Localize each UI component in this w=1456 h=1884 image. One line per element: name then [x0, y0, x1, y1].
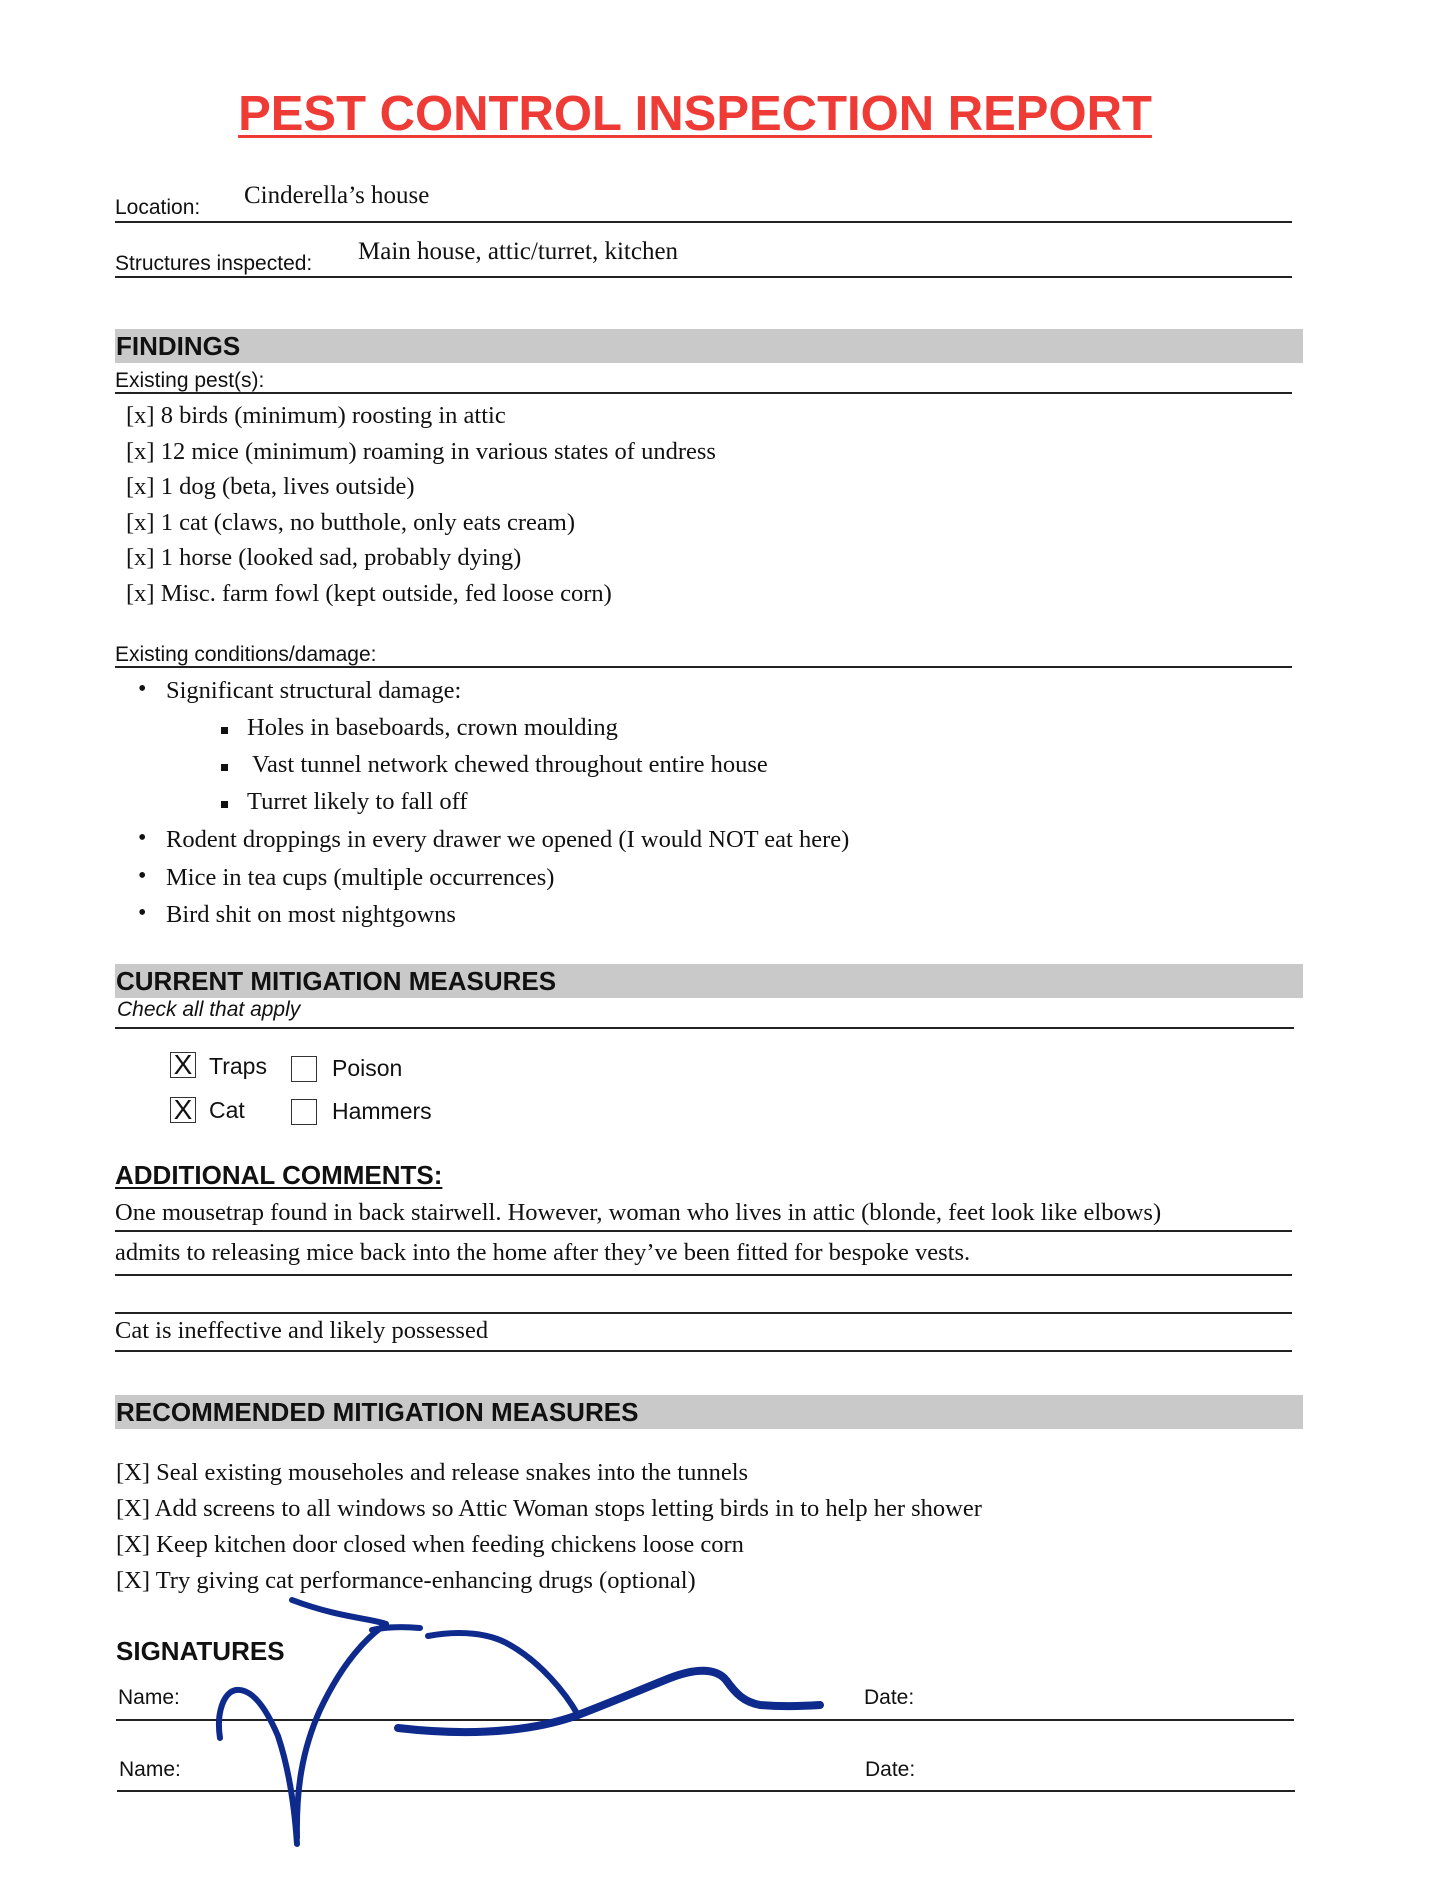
mitigation-rule	[115, 1027, 1294, 1029]
pest-item: [x] 1 cat (claws, no butthole, only eats cream)	[126, 509, 576, 536]
signature-strokes	[219, 1600, 820, 1844]
condition-subitem: Holes in baseboards, crown moulding	[247, 714, 618, 741]
signature-rule[interactable]	[117, 1790, 1295, 1792]
pest-item: [x] Misc. farm fowl (kept outside, fed loose corn)	[126, 580, 612, 607]
traps-label: Traps	[209, 1053, 267, 1079]
signature-stroke	[292, 1600, 386, 1624]
recommendation-item: [X] Seal existing mouseholes and release snakes into the tunnels	[116, 1459, 749, 1486]
signature-stroke	[428, 1633, 578, 1715]
poison-label: Poison	[332, 1055, 403, 1081]
conditions-rule	[115, 666, 1292, 668]
condition-item: Rodent droppings in every drawer we opened (I would NOT eat here)	[166, 826, 850, 853]
condition-item: Mice in tea cups (multiple occurrences)	[166, 864, 555, 891]
condition-item: Bird shit on most nightgowns	[166, 901, 456, 928]
square-bullet-icon	[221, 801, 228, 808]
traps-checkbox[interactable]: X	[170, 1052, 196, 1078]
hammers-label: Hammers	[332, 1098, 432, 1124]
hammers-checkbox[interactable]	[291, 1099, 317, 1125]
recommended-heading: RECOMMENDED MITIGATION MEASURES	[116, 1397, 639, 1427]
mitigation-instruction: Check all that apply	[117, 998, 301, 1021]
poison-checkbox[interactable]	[291, 1056, 317, 1082]
signature-stroke	[219, 1690, 297, 1844]
pest-item: [x] 12 mice (minimum) roaming in various states of undress	[126, 438, 716, 465]
recommendation-item: [X] Try giving cat performance-enhancing drugs (optional)	[116, 1567, 696, 1594]
location-value[interactable]: Cinderella’s house	[244, 182, 430, 209]
conditions-label: Existing conditions/damage:	[115, 643, 377, 666]
pest-item: [x] 8 birds (minimum) roosting in attic	[126, 402, 506, 429]
signature-name-label: Name:	[119, 1758, 181, 1781]
comments-heading: ADDITIONAL COMMENTS:	[115, 1160, 443, 1190]
findings-heading-band	[115, 329, 1303, 363]
comment-rule	[115, 1230, 1292, 1232]
location-rule	[115, 221, 1292, 223]
mitigation-heading: CURRENT MITIGATION MEASURES	[116, 966, 557, 996]
condition-subitem: Turret likely to fall off	[247, 788, 468, 815]
signature-stroke	[578, 1671, 820, 1715]
condition-item: Significant structural damage:	[166, 677, 462, 704]
bullet-dot-icon: •	[138, 825, 147, 851]
comment-rule	[115, 1312, 1292, 1314]
signature-date-label: Date:	[865, 1758, 916, 1781]
comment-rule	[115, 1274, 1292, 1276]
recommendation-item: [X] Add screens to all windows so Attic Woman stops letting birds in to help her shower	[116, 1495, 982, 1522]
comment-rule	[115, 1350, 1292, 1352]
cat-checkbox[interactable]: X	[170, 1097, 196, 1123]
findings-heading: FINDINGS	[116, 331, 241, 361]
cat-label: Cat	[209, 1097, 245, 1123]
condition-subitem: Vast tunnel network chewed throughout entire house	[252, 751, 768, 778]
bullet-dot-icon: •	[138, 863, 147, 889]
signature-date-label: Date:	[864, 1686, 915, 1709]
pests-rule	[115, 392, 1292, 394]
bullet-dot-icon: •	[138, 900, 147, 926]
signature-name-label: Name:	[118, 1686, 180, 1709]
comment-line[interactable]: Cat is ineffective and likely possessed	[115, 1317, 489, 1344]
pest-item: [x] 1 dog (beta, lives outside)	[126, 473, 415, 500]
signature-stroke	[297, 1624, 386, 1838]
square-bullet-icon	[221, 727, 228, 734]
report-title: PEST CONTROL INSPECTION REPORT	[238, 87, 1152, 141]
signatures-heading: SIGNATURES	[116, 1636, 285, 1666]
bullet-dot-icon: •	[138, 676, 147, 702]
comment-line[interactable]: One mousetrap found in back stairwell. However, woman who lives in attic (blonde, feet look like elbows)	[115, 1199, 1162, 1226]
signature-stroke	[372, 1627, 420, 1630]
structures-value[interactable]: Main house, attic/turret, kitchen	[358, 238, 679, 265]
structures-rule	[115, 276, 1292, 278]
recommendation-item: [X] Keep kitchen door closed when feeding chickens loose corn	[116, 1531, 744, 1558]
square-bullet-icon	[221, 764, 228, 771]
pest-item: [x] 1 horse (looked sad, probably dying)	[126, 544, 522, 571]
recommended-heading-band	[115, 1395, 1303, 1429]
signature-rule[interactable]	[116, 1719, 1294, 1721]
comment-line[interactable]: admits to releasing mice back into the home after they’ve been fitted for bespoke vests.	[115, 1239, 971, 1266]
signature-stroke	[398, 1715, 578, 1732]
pests-label: Existing pest(s):	[115, 369, 265, 392]
mitigation-heading-band	[115, 964, 1303, 998]
location-label: Location:	[115, 196, 201, 219]
structures-label: Structures inspected:	[115, 252, 313, 275]
